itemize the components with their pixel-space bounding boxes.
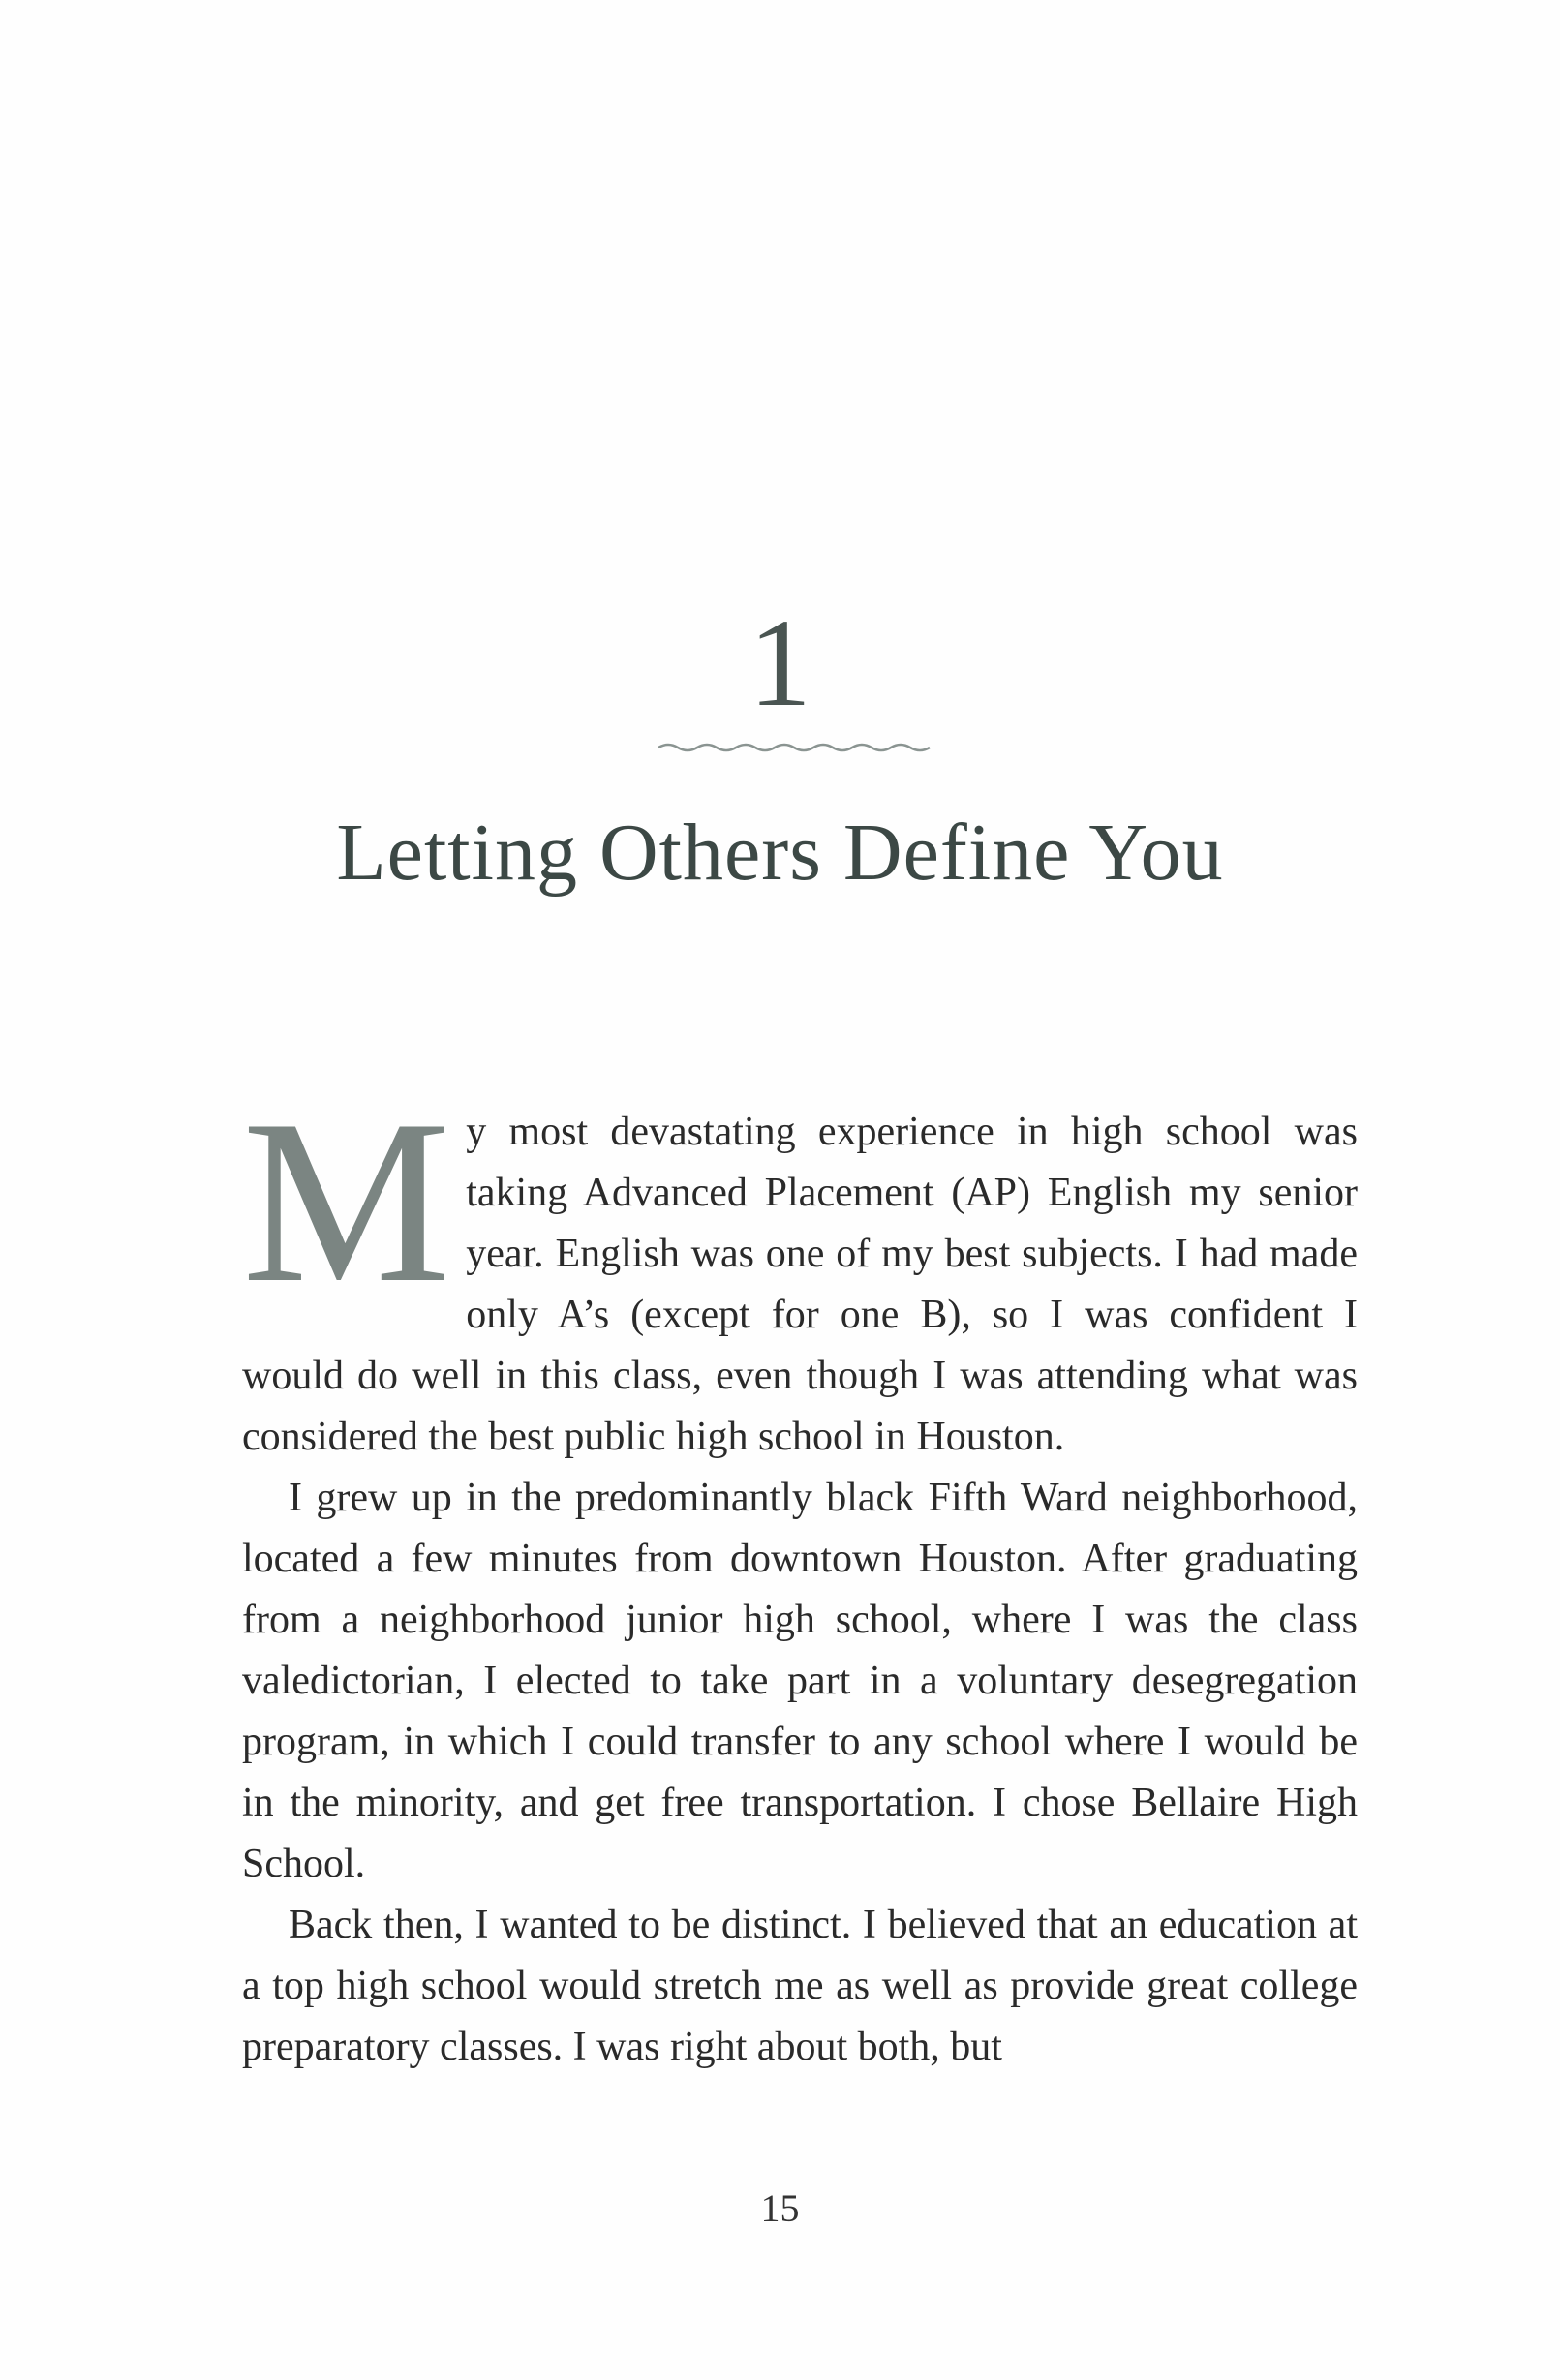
paragraph-2: I grew up in the predominantly black Fifth Ward neighborhood, located a few minutes from downtown Houston. After graduating from a neighborhood junior high school, where I was the class valedictorian, I elected to take part in a voluntary desegregation program, in which I could transfer to any school where I would be in the minority, and get free transportation. I chose Bellaire High School. <box>242 1476 1358 1886</box>
paragraph-1-text: y most devastating experience in high school was taking Advanced Placement (AP) English my senior year. English was one of my best subjects. I had made only A’s (except for one B), so I was confident I would do well in this class, even though I was attending what was considered the best public high school in Houston. <box>242 1110 1358 1459</box>
chapter-number: 1 <box>749 594 811 733</box>
page-number: 15 <box>760 2186 800 2230</box>
wave-ornament-divider <box>658 738 939 757</box>
drop-cap-letter: M <box>242 1072 451 1331</box>
body-text <box>242 1072 1358 2078</box>
chapter-title: Letting Others Define You <box>336 808 1224 898</box>
paragraph-1 <box>242 1072 1358 1468</box>
paragraph-3: Back then, I wanted to be distinct. I believed that an education at a top high school would stretch me as well as provide great college preparatory classes. I was right about both, but <box>242 1903 1358 2069</box>
